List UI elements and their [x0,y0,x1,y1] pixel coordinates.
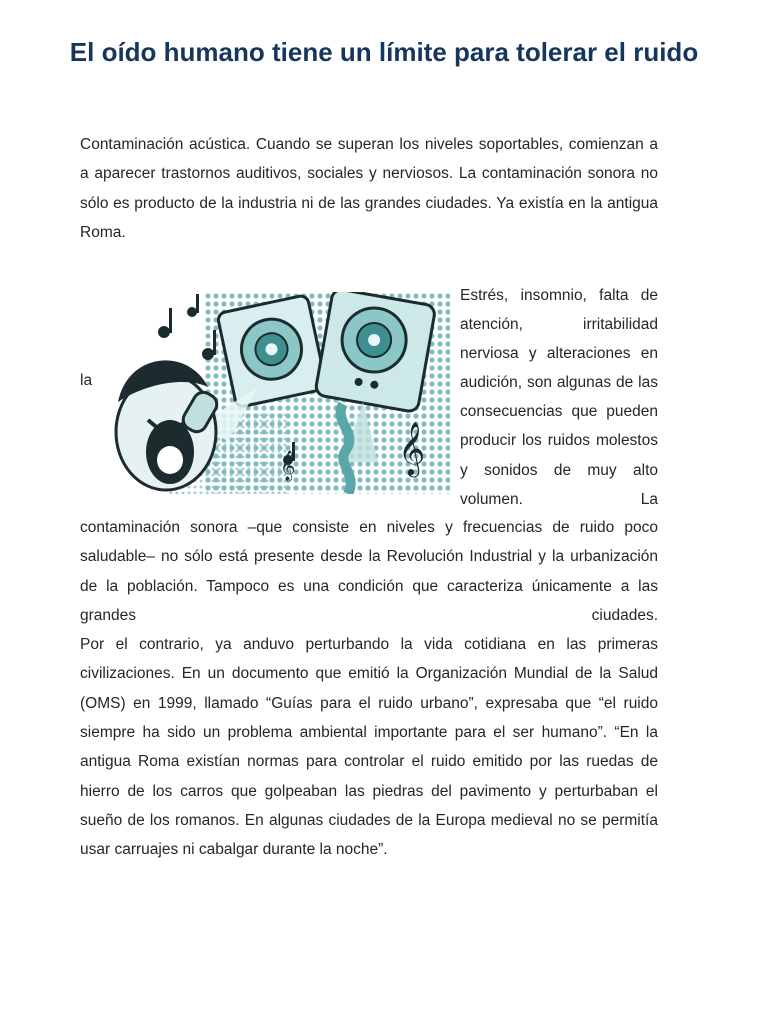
svg-text:𝄞: 𝄞 [398,421,426,475]
side-paragraph: Estrés, insomnio, falta de atención, irritabilidad nerviosa y alteraciones en audición, son algunas de las consecuencias que pueden producir los ruidos molestos y sonidos de muy alto volumen. La [460,287,658,508]
page-title: El oído humano tiene un límite para tolerar el ruido [69,37,699,67]
screaming-person-speakers-icon [108,292,450,494]
continuation-paragraph [80,513,658,865]
continuation-part-b: Por el contrario, ya anduvo perturbando la vida cotidiana en las primeras civilizaciones. En un documento que emitió la Organización Mundial de la Salud (OMS) en 1999, llamado “Guías para el ruido urbano”, expresaba que “el ruido siempre ha sido un problema ambiental importante para el ser humano”. “En la antigua Roma existían normas para controlar el ruido emitido por las ruedas de hierro de los carros que golpeaban las piedras del pavimento y perturbaban el sueño de los romanos. En algunas ciudades de la Europa medieval no se permitía usar carruajes ni cabalgar durante la noche”. [80,636,658,859]
noise-illustration [108,292,450,494]
wrap-word: la [80,372,93,389]
svg-text:𝄞: 𝄞 [280,451,296,481]
intro-paragraph: Contaminación acústica. Cuando se superan los niveles soportables, comienzan a a aparecer trastornos auditivos, sociales y nerviosos. La contaminación sonora no sólo es producto de la industria ni de las grandes ciudades. Ya existía en la antigua Roma. [80,136,658,241]
continuation-part-a: contaminación sonora –que consiste en niveles y frecuencias de ruido poco saludable– no sólo está presente desde la Revolución Industrial y la urbanización de la población. Tampoco es una condición que caracteriza únicamente a las grandes ciudades. [80,519,658,624]
